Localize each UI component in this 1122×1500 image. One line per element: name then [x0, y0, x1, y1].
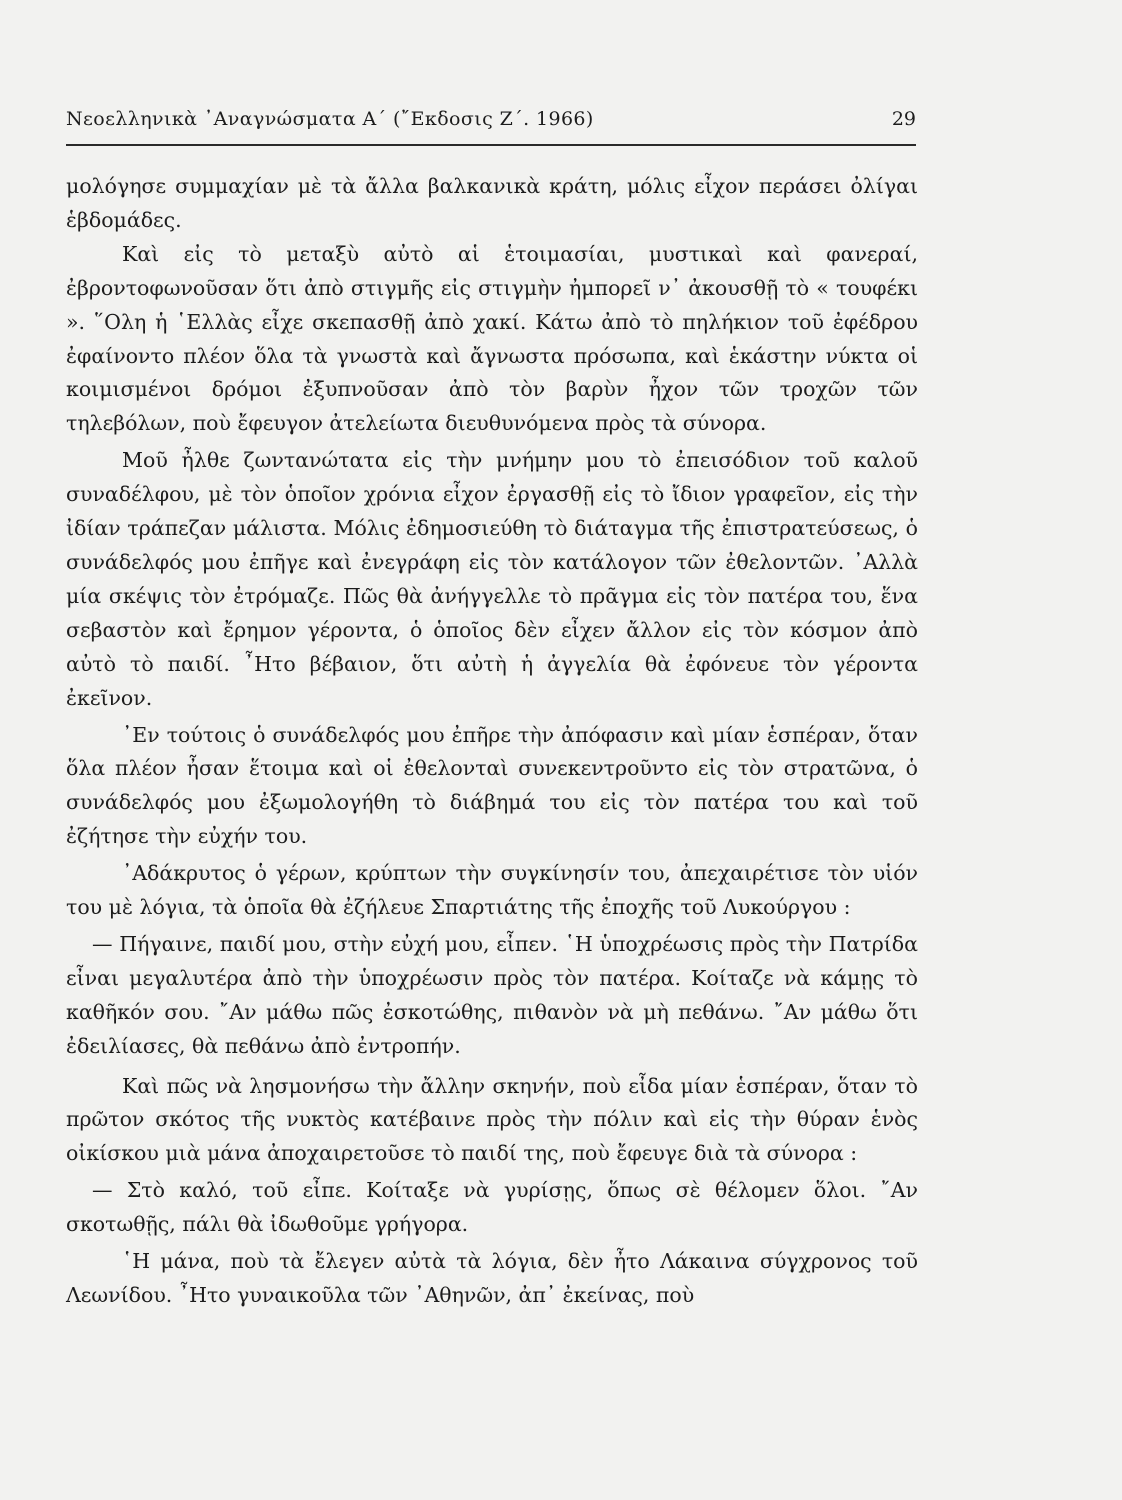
paragraph: ᾿Εν τούτοις ὁ συνάδελφός μου ἐπῆρε τὴν ἀπόφασιν καὶ μίαν ἑσπέραν, ὅταν ὅλα πλέον ἦσαν ἕτοιμα καὶ οἱ ἐθελονταὶ συνεκεντροῦντο εἰς τὸν στρατῶνα, ὁ συνάδελφός μου ἐξωμολογήθη τὸ διάβημά του εἰς τὸν πατέρα του καὶ τοῦ ἐζήτησε τὴν εὐχήν του.: [66, 722, 918, 849]
paragraph: ῾Η μάνα, ποὺ τὰ ἔλεγεν αὐτὰ τὰ λόγια, δὲν ἦτο Λάκαινα σύγχρονος τοῦ Λεωνίδου. ῏Ητο γυναικοῦλα τῶν ᾿Αθηνῶν, ἀπ᾿ ἐκείνας, ποὺ: [66, 1249, 918, 1307]
paragraph: Καὶ πῶς νὰ λησμονήσω τὴν ἄλλην σκηνήν, ποὺ εἶδα μίαν ἑσπέραν, ὅταν τὸ πρῶτον σκότος τῆς νυκτὸς κατέβαινε πρὸς τὴν πόλιν καὶ εἰς τὴν θύραν ἑνὸς οἰκίσκου μιὰ μάνα ἀποχαιρετοῦσε τὸ παιδί της, ποὺ ἔφευγε διὰ τὰ σύνορα :: [66, 1073, 918, 1166]
page-header: [66, 104, 916, 146]
paragraph: ᾿Αδάκρυτος ὁ γέρων, κρύπτων τὴν συγκίνησίν του, ἀπεχαιρέτισε τὸν υἱόν του μὲ λόγια, τὰ ὁποῖα θὰ ἐζήλευε Σπαρτιάτης τῆς ἐποχῆς τοῦ Λυκούργου :: [66, 861, 918, 920]
paragraph-continuation: μολόγησε συμμαχίαν μὲ τὰ ἄλλα βαλκανικὰ κράτη, μόλις εἶχον περάσει ὀλίγαι ἑβδομάδες.: [66, 174, 918, 232]
page-number: 29: [891, 108, 916, 130]
paragraph: Μοῦ ἦλθε ζωντανώτατα εἰς τὴν μνήμην μου τὸ ἐπεισόδιον τοῦ καλοῦ συναδέλφου, μὲ τὸν ὁποῖον χρόνια εἶχον ἐργασθῇ εἰς τὸ ἴδιον γραφεῖον, εἰς τὴν ἰδίαν τράπεζαν μάλιστα. Μόλις ἐδημοσιεύθη τὸ διάταγμα τῆς ἐπιστρατεύσεως, ὁ συνάδελφός μου ἐπῆγε καὶ ἐνεγράφη εἰς τὸν κατάλογον τῶν ἐθελοντῶν. ᾿Αλλὰ μία σκέψις τὸν ἐτρόμαζε. Πῶς θὰ ἀνήγγελλε τὸ πρᾶγμα εἰς τὸν πατέρα του, ἕνα σεβαστὸν καὶ ἔρημον γέροντα, ὁ ὁποῖος δὲν εἶχεν ἄλλον εἰς τὸν κόσμον ἀπὸ αὐτὸ τὸ παιδί. ῏Ητο βέβαιον, ὅτι αὐτὴ ἡ ἀγγελία θὰ ἐφόνευε τὸν γέροντα ἐκεῖνον.: [66, 448, 918, 710]
body-text: [66, 170, 918, 1313]
dialogue-paragraph: — Πήγαινε, παιδί μου, στὴν εὐχή μου, εἶπεν. ῾Η ὑποχρέωσις πρὸς τὴν Πατρίδα εἶναι μεγαλυτέρα ἀπὸ τὴν ὑποχρέωσιν πρὸς τὸν πατέρα. Κοίταζε νὰ κάμῃς τὸ καθῆκόν σου. ῎Αν μάθω πῶς ἐσκοτώθης, πιθανὸν νὰ μὴ πεθάνω. ῎Αν μάθω ὅτι ἐδειλίασες, θὰ πεθάνω ἀπὸ ἐντροπήν.: [66, 931, 918, 1058]
running-head: Νεοελληνικὰ ᾿Αναγνώσματα Α΄ (῎Εκδοσις Ζ΄. 1966): [66, 108, 594, 130]
dialogue-paragraph: — Στὸ καλό, τοῦ εἶπε. Κοίταξε νὰ γυρίσῃς, ὅπως σὲ θέλομεν ὅλοι. ῎Αν σκοτωθῇς, πάλι θὰ ἰδωθοῦμε γρήγορα.: [66, 1178, 918, 1237]
paragraph: Καὶ εἰς τὸ μεταξὺ αὐτὸ αἱ ἑτοιμασίαι, μυστικαὶ καὶ φανεραί, ἐβροντοφωνοῦσαν ὅτι ἀπὸ στιγμῆς εἰς στιγμὴν ἠμπορεῖ ν᾿ ἀκουσθῇ τὸ « τουφέκι ». ῞Ολη ἡ ῾Ελλὰς εἶχε σκεπασθῇ ἀπὸ χακί. Κάτω ἀπὸ τὸ πηλήκιον τοῦ ἐφέδρου ἐφαίνοντο πλέον ὅλα τὰ γνωστὰ καὶ ἄγνωστα πρόσωπα, καὶ ἑκάστην νύκτα οἱ κοιμισμένοι δρόμοι ἐξυπνοῦσαν ἀπὸ τὸν βαρὺν ἦχον τῶν τροχῶν τῶν τηλεβόλων, ποὺ ἔφευγον ἀτελείωτα διευθυνόμενα πρὸς τὰ σύνορα.: [66, 241, 918, 436]
